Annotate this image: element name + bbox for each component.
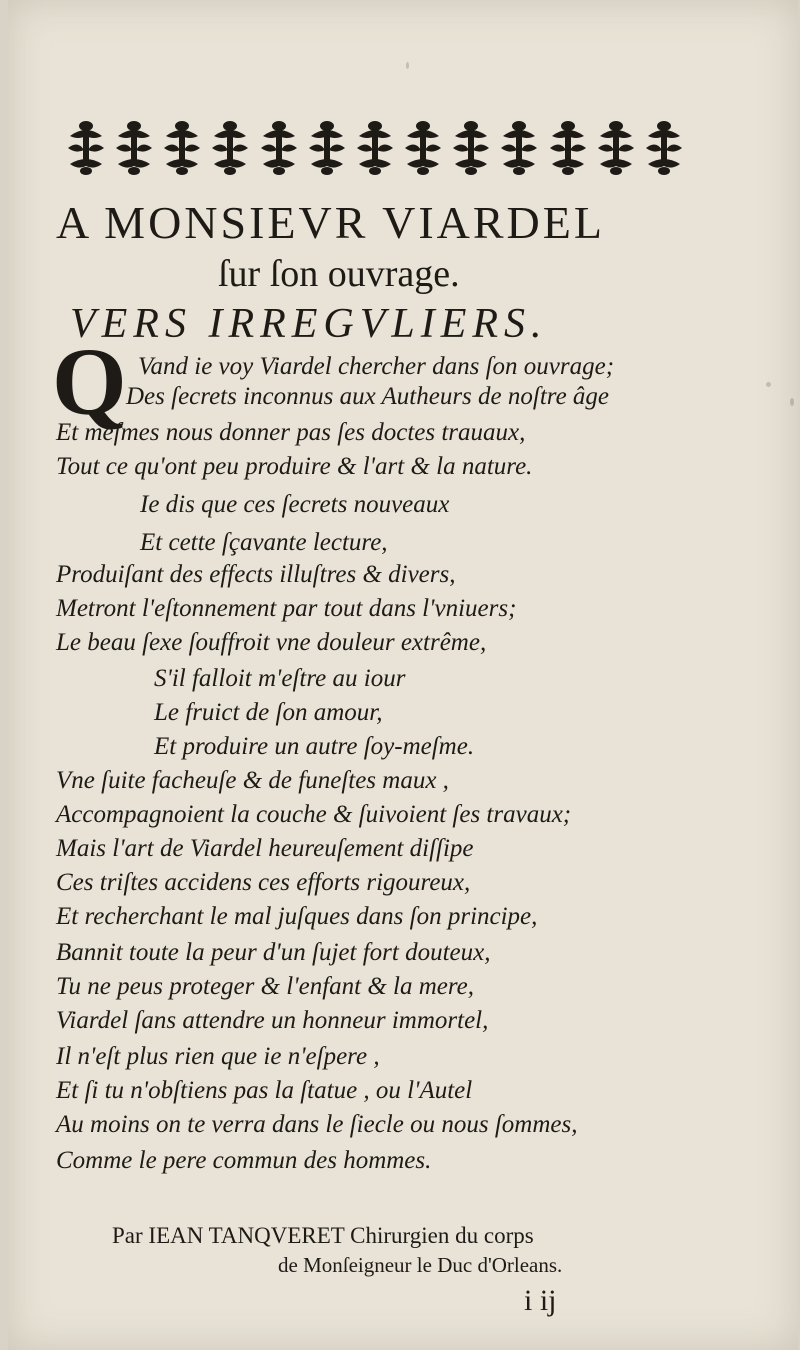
poem-heading: VERS IRREGVLIERS. <box>70 301 548 347</box>
fleuron-ornament <box>644 118 684 176</box>
poem-line: Et cette ſçavante lecture, <box>140 529 388 556</box>
attribution-line-2: de Monſeigneur le Duc d'Orleans. <box>278 1253 563 1277</box>
poem-line: Bannit toute la peur d'un ſujet fort douteux, <box>56 939 491 966</box>
poem-line: Viardel ſans attendre un honneur immortel, <box>56 1007 489 1034</box>
poem-line: Et ſi tu n'obſtiens pas la ſtatue , ou l'Autel <box>56 1077 473 1104</box>
poem-line: Mais l'art de Viardel heureuſement diſſipe <box>56 835 474 862</box>
poem-line: Le fruict de ſon amour, <box>154 699 383 726</box>
fleuron-ornament <box>259 118 299 176</box>
poem-line: S'il falloit m'eſtre au iour <box>154 665 406 692</box>
fleuron-ornament <box>66 118 106 176</box>
poem-line: Accompagnoient la couche & ſuivoient ſes travaux; <box>56 801 572 828</box>
fleuron-ornament <box>307 118 347 176</box>
fleuron-ornament <box>210 118 250 176</box>
poem-line: Tout ce qu'ont peu produire & l'art & la nature. <box>56 453 533 480</box>
fleuron-ornament <box>162 118 202 176</box>
page-title: A MONSIEVR VIARDEL <box>56 197 605 248</box>
fleuron-ornament <box>355 118 395 176</box>
poem-line: Produiſant des effects illuſtres & divers, <box>56 561 456 588</box>
fleuron-ornament <box>499 118 539 176</box>
poem-line: Vne ſuite facheuſe & de funeſtes maux , <box>56 767 449 794</box>
poem-line: Et produire un autre ſoy-meſme. <box>154 733 475 760</box>
attribution-line-1: Par IEAN TANQVERET Chirurgien du corps <box>112 1223 534 1248</box>
signature-mark: i ij <box>524 1284 557 1317</box>
poem-line: Comme le pere commun des hommes. <box>56 1147 432 1174</box>
poem-line: Ces triſtes accidens ces efforts rigoureux, <box>56 869 471 896</box>
ink-speck <box>766 382 771 387</box>
ink-speck <box>406 62 409 69</box>
poem-line: Ie dis que ces ſecrets nouveaux <box>140 491 450 518</box>
poem-line: Et meſmes nous donner pas ſes doctes trauaux, <box>56 419 526 446</box>
poem-line: Il n'eſt plus rien que ie n'eſpere , <box>56 1043 380 1070</box>
poem-line: Au moins on te verra dans le ſiecle ou nous ſommes, <box>56 1111 578 1138</box>
fleuron-ornament <box>451 118 491 176</box>
poem-line: Vand ie voy Viardel chercher dans ſon ouvrage; <box>138 353 615 380</box>
poem-line: Et recherchant le mal juſques dans ſon principe, <box>56 903 538 930</box>
drop-cap: Q <box>52 328 127 435</box>
poem-line: Metront l'eſtonnement par tout dans l'vniuers; <box>56 595 517 622</box>
decorative-header-band <box>66 118 684 176</box>
poem-line: Tu ne peus proteger & l'enfant & la mere, <box>56 973 475 1000</box>
ink-speck <box>790 398 794 406</box>
poem-line: Des ſecrets inconnus aux Autheurs de noſtre âge <box>126 383 610 410</box>
fleuron-ornament <box>114 118 154 176</box>
fleuron-ornament <box>596 118 636 176</box>
fleuron-ornament <box>548 118 588 176</box>
fleuron-ornament <box>403 118 443 176</box>
book-page <box>8 0 798 1350</box>
page-subtitle: ſur ſon ouvrage. <box>218 253 460 295</box>
poem-line: Le beau ſexe ſouffroit vne douleur extrême, <box>56 629 487 656</box>
